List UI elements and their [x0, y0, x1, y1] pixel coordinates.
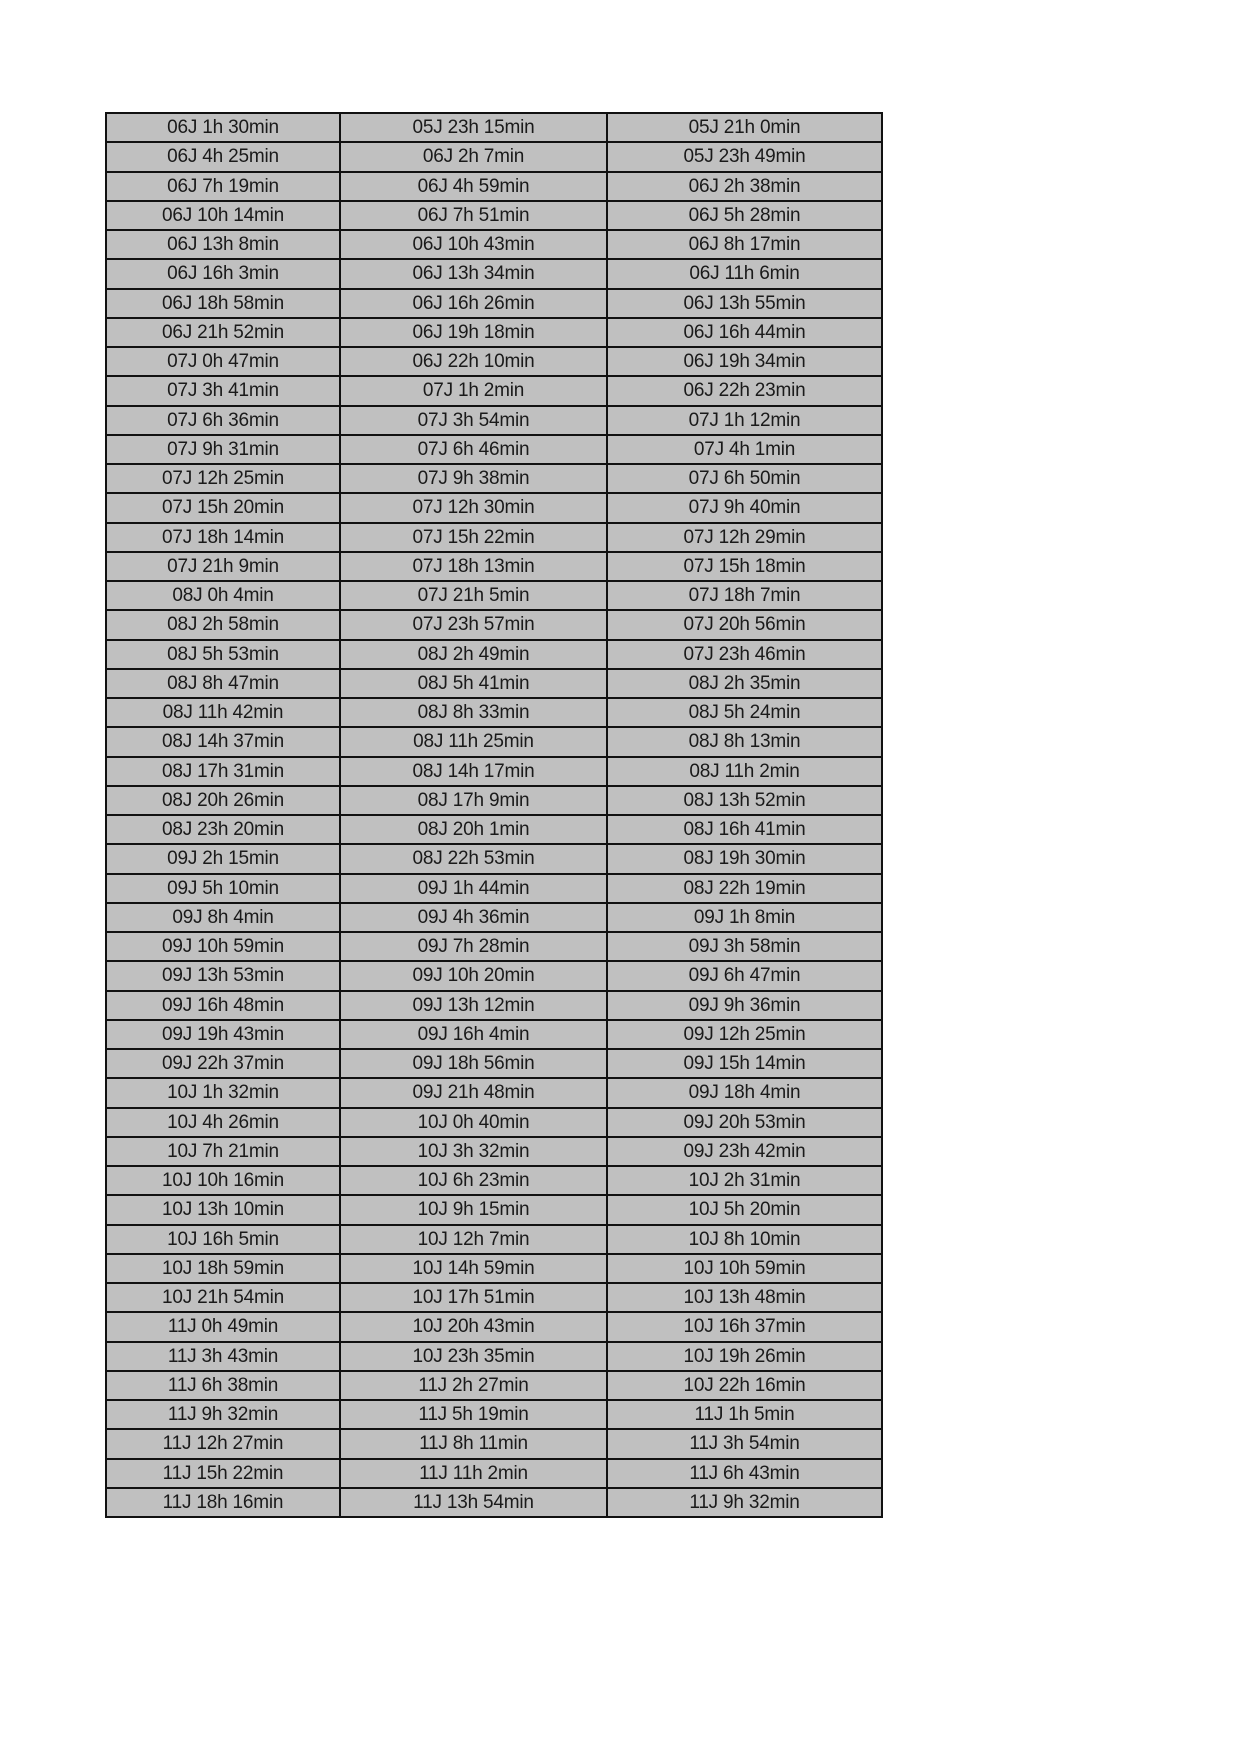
spreadsheet-page [105, 112, 883, 1518]
table-cell-col1[interactable]: 10J 16h 5min [106, 1225, 340, 1254]
table-row [106, 1020, 882, 1049]
table-cell-col2[interactable]: 07J 23h 57min [340, 610, 607, 639]
table-cell-col3[interactable]: 09J 12h 25min [607, 1020, 882, 1049]
table-row [106, 991, 882, 1020]
table-cell-col1[interactable]: 11J 12h 27min [106, 1429, 340, 1458]
table-cell-col3[interactable]: 10J 19h 26min [607, 1342, 882, 1371]
table-cell-col3[interactable]: 06J 2h 38min [607, 172, 882, 201]
table-row [106, 376, 882, 405]
table-cell-col2[interactable]: 07J 21h 5min [340, 581, 607, 610]
table-cell-col2[interactable]: 06J 4h 59min [340, 172, 607, 201]
table-cell-col1[interactable]: 10J 13h 10min [106, 1195, 340, 1224]
table-cell-col3[interactable]: 06J 13h 55min [607, 289, 882, 318]
table-cell-col1[interactable]: 11J 15h 22min [106, 1459, 340, 1488]
table-cell-col2[interactable]: 10J 9h 15min [340, 1195, 607, 1224]
table-row [106, 172, 882, 201]
table-cell-col3[interactable]: 09J 20h 53min [607, 1108, 882, 1137]
table-cell-col1[interactable]: 07J 0h 47min [106, 347, 340, 376]
table-cell-col3[interactable]: 11J 9h 32min [607, 1488, 882, 1517]
table-cell-col2[interactable]: 09J 4h 36min [340, 903, 607, 932]
table-cell-col2[interactable]: 08J 17h 9min [340, 786, 607, 815]
table-cell-col3[interactable]: 08J 2h 35min [607, 669, 882, 698]
table-row [106, 1225, 882, 1254]
table-cell-col1[interactable]: 08J 23h 20min [106, 815, 340, 844]
table-cell-col3[interactable]: 06J 16h 44min [607, 318, 882, 347]
table-cell-col3[interactable]: 08J 13h 52min [607, 786, 882, 815]
table-row [106, 874, 882, 903]
table-cell-col3[interactable]: 09J 1h 8min [607, 903, 882, 932]
table-cell-col2[interactable]: 05J 23h 15min [340, 113, 607, 142]
table-row [106, 435, 882, 464]
table-cell-col2[interactable]: 08J 2h 49min [340, 640, 607, 669]
table-row [106, 230, 882, 259]
table-cell-col1[interactable]: 08J 20h 26min [106, 786, 340, 815]
table-cell-col3[interactable]: 06J 5h 28min [607, 201, 882, 230]
table-cell-col3[interactable]: 10J 16h 37min [607, 1312, 882, 1341]
table-row [106, 1312, 882, 1341]
table-cell-col1[interactable]: 11J 18h 16min [106, 1488, 340, 1517]
table-cell-col2[interactable]: 07J 18h 13min [340, 552, 607, 581]
table-row [106, 1078, 882, 1107]
table-cell-col3[interactable]: 08J 5h 24min [607, 698, 882, 727]
table-cell-col2[interactable]: 09J 1h 44min [340, 874, 607, 903]
table-cell-col1[interactable]: 08J 0h 4min [106, 581, 340, 610]
table-cell-col3[interactable]: 05J 21h 0min [607, 113, 882, 142]
table-cell-col2[interactable]: 09J 18h 56min [340, 1049, 607, 1078]
table-cell-col3[interactable]: 06J 19h 34min [607, 347, 882, 376]
table-cell-col3[interactable]: 10J 13h 48min [607, 1283, 882, 1312]
table-cell-col2[interactable]: 11J 13h 54min [340, 1488, 607, 1517]
table-cell-col2[interactable]: 10J 12h 7min [340, 1225, 607, 1254]
table-row [106, 815, 882, 844]
table-cell-col3[interactable]: 06J 11h 6min [607, 259, 882, 288]
table-cell-col1[interactable]: 08J 11h 42min [106, 698, 340, 727]
table-row [106, 581, 882, 610]
table-row [106, 406, 882, 435]
table-cell-col1[interactable]: 07J 12h 25min [106, 464, 340, 493]
table-cell-col2[interactable]: 11J 11h 2min [340, 1459, 607, 1488]
table-cell-col3[interactable]: 07J 18h 7min [607, 581, 882, 610]
table-cell-col3[interactable]: 10J 2h 31min [607, 1166, 882, 1195]
table-cell-col1[interactable]: 09J 8h 4min [106, 903, 340, 932]
table-row [106, 1137, 882, 1166]
table-cell-col1[interactable]: 11J 0h 49min [106, 1312, 340, 1341]
table-cell-col1[interactable]: 08J 2h 58min [106, 610, 340, 639]
table-cell-col3[interactable]: 06J 22h 23min [607, 376, 882, 405]
table-cell-col2[interactable]: 06J 16h 26min [340, 289, 607, 318]
table-row [106, 1488, 882, 1517]
table-cell-col2[interactable]: 07J 6h 46min [340, 435, 607, 464]
table-cell-col2[interactable]: 06J 22h 10min [340, 347, 607, 376]
table-cell-col2[interactable]: 08J 8h 33min [340, 698, 607, 727]
table-cell-col1[interactable]: 07J 6h 36min [106, 406, 340, 435]
table-cell-col1[interactable]: 10J 18h 59min [106, 1254, 340, 1283]
table-cell-col3[interactable]: 08J 11h 2min [607, 757, 882, 786]
table-cell-col3[interactable]: 08J 16h 41min [607, 815, 882, 844]
table-row [106, 1166, 882, 1195]
table-cell-col1[interactable]: 07J 9h 31min [106, 435, 340, 464]
table-cell-col1[interactable]: 09J 22h 37min [106, 1049, 340, 1078]
table-cell-col1[interactable]: 06J 16h 3min [106, 259, 340, 288]
table-cell-col3[interactable]: 07J 23h 46min [607, 640, 882, 669]
table-cell-col1[interactable]: 06J 4h 25min [106, 142, 340, 171]
table-cell-col1[interactable]: 09J 19h 43min [106, 1020, 340, 1049]
table-cell-col2[interactable]: 08J 22h 53min [340, 844, 607, 873]
table-cell-col2[interactable]: 09J 21h 48min [340, 1078, 607, 1107]
table-row [106, 1283, 882, 1312]
table-cell-col3[interactable]: 10J 10h 59min [607, 1254, 882, 1283]
table-cell-col2[interactable]: 07J 15h 22min [340, 523, 607, 552]
table-cell-col1[interactable]: 06J 13h 8min [106, 230, 340, 259]
table-cell-col1[interactable]: 10J 4h 26min [106, 1108, 340, 1137]
table-row [106, 1195, 882, 1224]
table-cell-col1[interactable]: 06J 10h 14min [106, 201, 340, 230]
table-cell-col3[interactable]: 11J 3h 54min [607, 1429, 882, 1458]
table-cell-col3[interactable]: 09J 18h 4min [607, 1078, 882, 1107]
table-cell-col1[interactable]: 11J 6h 38min [106, 1371, 340, 1400]
table-row [106, 932, 882, 961]
table-row [106, 727, 882, 756]
table-cell-col3[interactable]: 06J 8h 17min [607, 230, 882, 259]
table-row [106, 318, 882, 347]
table-cell-col2[interactable]: 10J 17h 51min [340, 1283, 607, 1312]
table-row [106, 844, 882, 873]
table-cell-col2[interactable]: 08J 11h 25min [340, 727, 607, 756]
table-row [106, 552, 882, 581]
table-cell-col3[interactable]: 09J 9h 36min [607, 991, 882, 1020]
table-cell-col2[interactable]: 10J 23h 35min [340, 1342, 607, 1371]
table-cell-col1[interactable]: 06J 18h 58min [106, 289, 340, 318]
table-row [106, 610, 882, 639]
table-row [106, 961, 882, 990]
table-cell-col3[interactable]: 07J 20h 56min [607, 610, 882, 639]
table-row [106, 113, 882, 142]
table-cell-col3[interactable]: 09J 23h 42min [607, 1137, 882, 1166]
table-cell-col1[interactable]: 07J 15h 20min [106, 493, 340, 522]
table-row [106, 903, 882, 932]
table-cell-col1[interactable]: 07J 3h 41min [106, 376, 340, 405]
table-row [106, 1371, 882, 1400]
table-row [106, 464, 882, 493]
table-cell-col2[interactable]: 11J 8h 11min [340, 1429, 607, 1458]
table-cell-col1[interactable]: 07J 21h 9min [106, 552, 340, 581]
table-cell-col3[interactable]: 05J 23h 49min [607, 142, 882, 171]
table-cell-col1[interactable]: 10J 7h 21min [106, 1137, 340, 1166]
table-cell-col2[interactable]: 09J 16h 4min [340, 1020, 607, 1049]
table-cell-col2[interactable]: 10J 6h 23min [340, 1166, 607, 1195]
table-cell-col3[interactable]: 07J 4h 1min [607, 435, 882, 464]
table-cell-col1[interactable]: 07J 18h 14min [106, 523, 340, 552]
table-cell-col3[interactable]: 09J 15h 14min [607, 1049, 882, 1078]
table-cell-col1[interactable]: 06J 1h 30min [106, 113, 340, 142]
table-cell-col2[interactable]: 07J 3h 54min [340, 406, 607, 435]
table-cell-col2[interactable]: 07J 1h 2min [340, 376, 607, 405]
table-cell-col2[interactable]: 06J 13h 34min [340, 259, 607, 288]
table-row [106, 523, 882, 552]
table-row [106, 1254, 882, 1283]
table-row [106, 786, 882, 815]
table-cell-col3[interactable]: 09J 3h 58min [607, 932, 882, 961]
table-cell-col2[interactable]: 10J 3h 32min [340, 1137, 607, 1166]
table-cell-col3[interactable]: 07J 15h 18min [607, 552, 882, 581]
table-cell-col1[interactable]: 08J 8h 47min [106, 669, 340, 698]
table-cell-col1[interactable]: 08J 17h 31min [106, 757, 340, 786]
table-cell-col2[interactable]: 06J 2h 7min [340, 142, 607, 171]
table-cell-col2[interactable]: 06J 7h 51min [340, 201, 607, 230]
table-cell-col2[interactable]: 10J 0h 40min [340, 1108, 607, 1137]
table-cell-col3[interactable]: 11J 6h 43min [607, 1459, 882, 1488]
table-cell-col3[interactable]: 08J 19h 30min [607, 844, 882, 873]
table-cell-col1[interactable]: 11J 3h 43min [106, 1342, 340, 1371]
table-row [106, 201, 882, 230]
table-row [106, 640, 882, 669]
table-cell-col3[interactable]: 10J 5h 20min [607, 1195, 882, 1224]
table-row [106, 347, 882, 376]
table-cell-col2[interactable]: 10J 20h 43min [340, 1312, 607, 1341]
table-row [106, 1429, 882, 1458]
table-cell-col3[interactable]: 10J 22h 16min [607, 1371, 882, 1400]
table-row [106, 1049, 882, 1078]
table-cell-col3[interactable]: 07J 9h 40min [607, 493, 882, 522]
table-cell-col1[interactable]: 10J 10h 16min [106, 1166, 340, 1195]
table-cell-col2[interactable]: 06J 10h 43min [340, 230, 607, 259]
table-cell-col2[interactable]: 08J 5h 41min [340, 669, 607, 698]
table-cell-col2[interactable]: 09J 7h 28min [340, 932, 607, 961]
table-cell-col3[interactable]: 07J 12h 29min [607, 523, 882, 552]
table-row [106, 669, 882, 698]
time-table [105, 112, 883, 1518]
table-cell-col3[interactable]: 07J 6h 50min [607, 464, 882, 493]
table-cell-col1[interactable]: 09J 10h 59min [106, 932, 340, 961]
table-cell-col1[interactable]: 10J 1h 32min [106, 1078, 340, 1107]
table-cell-col2[interactable]: 06J 19h 18min [340, 318, 607, 347]
table-cell-col1[interactable]: 08J 14h 37min [106, 727, 340, 756]
table-body [106, 113, 882, 1517]
table-row [106, 493, 882, 522]
table-row [106, 289, 882, 318]
table-row [106, 1459, 882, 1488]
table-row [106, 1108, 882, 1137]
table-row [106, 1342, 882, 1371]
table-row [106, 142, 882, 171]
table-cell-col2[interactable]: 10J 14h 59min [340, 1254, 607, 1283]
table-cell-col2[interactable]: 11J 5h 19min [340, 1400, 607, 1429]
table-cell-col1[interactable]: 09J 5h 10min [106, 874, 340, 903]
table-cell-col3[interactable]: 07J 1h 12min [607, 406, 882, 435]
table-cell-col2[interactable]: 08J 14h 17min [340, 757, 607, 786]
table-cell-col3[interactable]: 10J 8h 10min [607, 1225, 882, 1254]
table-cell-col3[interactable]: 08J 8h 13min [607, 727, 882, 756]
table-cell-col3[interactable]: 08J 22h 19min [607, 874, 882, 903]
table-cell-col1[interactable]: 06J 21h 52min [106, 318, 340, 347]
table-cell-col2[interactable]: 09J 13h 12min [340, 991, 607, 1020]
table-cell-col2[interactable]: 07J 12h 30min [340, 493, 607, 522]
table-cell-col2[interactable]: 07J 9h 38min [340, 464, 607, 493]
table-cell-col1[interactable]: 09J 16h 48min [106, 991, 340, 1020]
table-row [106, 1400, 882, 1429]
table-cell-col2[interactable]: 11J 2h 27min [340, 1371, 607, 1400]
table-cell-col1[interactable]: 10J 21h 54min [106, 1283, 340, 1312]
table-cell-col3[interactable]: 11J 1h 5min [607, 1400, 882, 1429]
table-cell-col1[interactable]: 09J 2h 15min [106, 844, 340, 873]
table-cell-col1[interactable]: 08J 5h 53min [106, 640, 340, 669]
table-row [106, 259, 882, 288]
table-cell-col1[interactable]: 11J 9h 32min [106, 1400, 340, 1429]
table-cell-col2[interactable]: 09J 10h 20min [340, 961, 607, 990]
table-cell-col1[interactable]: 09J 13h 53min [106, 961, 340, 990]
table-cell-col3[interactable]: 09J 6h 47min [607, 961, 882, 990]
table-row [106, 698, 882, 727]
table-cell-col1[interactable]: 06J 7h 19min [106, 172, 340, 201]
table-cell-col2[interactable]: 08J 20h 1min [340, 815, 607, 844]
table-row [106, 757, 882, 786]
